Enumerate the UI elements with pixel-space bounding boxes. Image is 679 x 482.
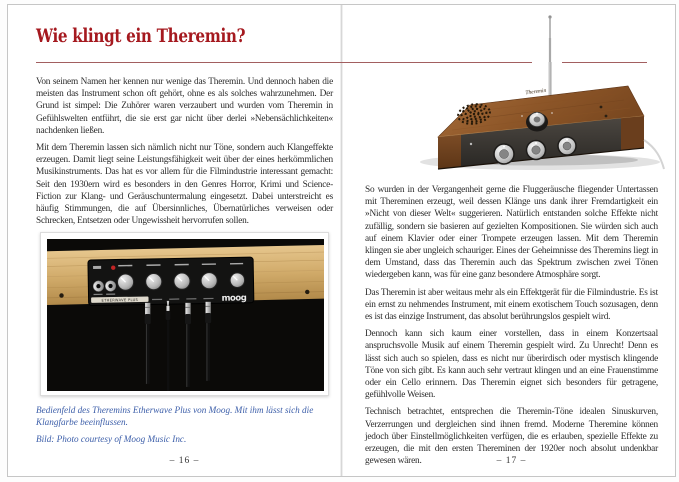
top-switch-icon: [605, 115, 608, 118]
panel-knob-icon: [174, 273, 190, 289]
moog-logo: moog: [221, 293, 247, 304]
control-panel: [88, 257, 254, 306]
page-number-left: – 16 –: [169, 456, 200, 466]
paragraph: Von seinem Namen her kennen nur wenige das Theremin. Und dennoch haben die meisten das Instrument schon oft gehört, ohne es als solches wahrzunehmen. Der Grund ist simpel: Die Zuhörer waren verzaubert und wurden vom Theremin in Gefühlswelten entführt, die sie erst gar nicht über derlei »Nebensächlichkeiten« nachdenken ließen.: [36, 77, 333, 136]
right-text-column: [365, 184, 658, 472]
photo-credit: Bild: Photo courtesy of Moog Music Inc.: [36, 434, 187, 444]
theremin-image: [368, 12, 666, 174]
panel-knob-icon: [117, 274, 133, 290]
chapter-title: Wie klingt ein Theremin?: [36, 25, 246, 47]
page-number-right: – 17 –: [496, 456, 527, 466]
front-wood-right: [621, 116, 644, 150]
panel-knob-icon: [201, 272, 217, 288]
panel-knob-icon: [146, 273, 162, 289]
paragraph: Dennoch kann sich kaum einer vorstellen, dass in einem Konzertsaal anspruchsvolle Musik auf einem Theremin gespielt wird. Zu Unrecht! Denn es lässt sich auch so spielen, dass es nicht nur überirdisch oder mystisch klingende Töne von sich gibt. Es kann auch sehr vertraut klingen und an eine Frauenstimme oder ein Cello erinnern. Das Theremin eignet sich besonders für getragene, gefühlvolle Weisen.: [365, 329, 658, 401]
front-knob-icon: [527, 141, 546, 160]
theremin-photo: [368, 12, 666, 174]
front-led-icon: [470, 143, 472, 145]
top-switch-icon: [600, 106, 603, 109]
front-knob-icon: [494, 144, 514, 164]
speaker-glyph-icon: [93, 266, 101, 269]
left-text-column: [36, 76, 333, 232]
antenna-icon: [548, 15, 551, 96]
paragraph: So wurden in der Vergangenheit gerne die Fluggeräusche fliegender Untertassen mit Thereminen erzeugt, weil dessen Klänge uns dank ihrer Fremdartigkeit ein »Nicht von dieser Welt« suggerieren. Natürlich entstanden solche Effekte nicht zufällig, sondern sie basieren auf gezielten Kompositionen. Sie würden sich auch auf einem Klavier oder einer Trompete erzeugen lassen. Mit dem Theremin klingen sie aber ungleich schauriger. Eines der Geheimnisse des Theremins liegt in dem Umstand, dass das Theremin auch das Spektrum zwischen zwei Tönen wiedergeben kann, was für eine ganz besondere Atmosphäre sorgt.: [365, 185, 658, 281]
front-knob-icon: [558, 137, 576, 155]
moog-panel-photo: [40, 232, 329, 396]
book-spread: [7, 4, 676, 477]
moog-panel-image: [47, 239, 324, 391]
paragraph: Das Theremin ist aber weitaus mehr als ein Effektgerät für die Filmindustrie. Es ist ein ernst zu nehmendes Instrument, mit einem exotischem Touch sozusagen, denn es ist das einzige Instrument, das absolut berührungslos gespielt wird.: [365, 287, 658, 323]
paragraph: Technisch betrachtet, entsprechen die Theremin-Töne idealen Sinuskurven, Verzerrungen und dergleichen sind ihnen fremd. Moderne Theremine können jedoch über Einstellmöglichkeiten verfügen, die es erlauben, spezielle Effekte zu erzeugen, die mit den ersten Thereminen der 1920er noch absolut undenkbar gewesen wären.: [365, 407, 658, 467]
panel-knob-icon: [230, 273, 245, 288]
photo-caption: Bedienfeld des Theremins Etherwave Plus von Moog. Mit ihm lässt sich die Klangfarbe beeinflussen.: [36, 405, 314, 427]
page-gutter: [340, 5, 343, 476]
theremin-top-label: Theremin: [525, 87, 547, 97]
paragraph: Mit dem Theremin lassen sich nämlich nicht nur Töne, sondern auch Klangeffekte erzeugen. Damit liegt seine Leistungsfähigkeit weit über der eines herkömmlichen Musikinstruments. Das hat es vor allem für die Filmindustrie interessant gemacht: Seit den 1930ern wird es besonders in den Genres Horror, Krimi und Science-Fiction zur Klang- und Geräuschuntermalung eingesetzt. Dabei unterstreicht es häufig Stimmungen, die auf Übersinnliches, Übernatürliches verweisen oder Schrecken, Entsetzen oder Ungewissheit hervorrufen sollen.: [36, 143, 333, 227]
front-wood-left: [438, 135, 461, 169]
etherwave-label: ETHERWAVE PLUS: [101, 297, 139, 303]
